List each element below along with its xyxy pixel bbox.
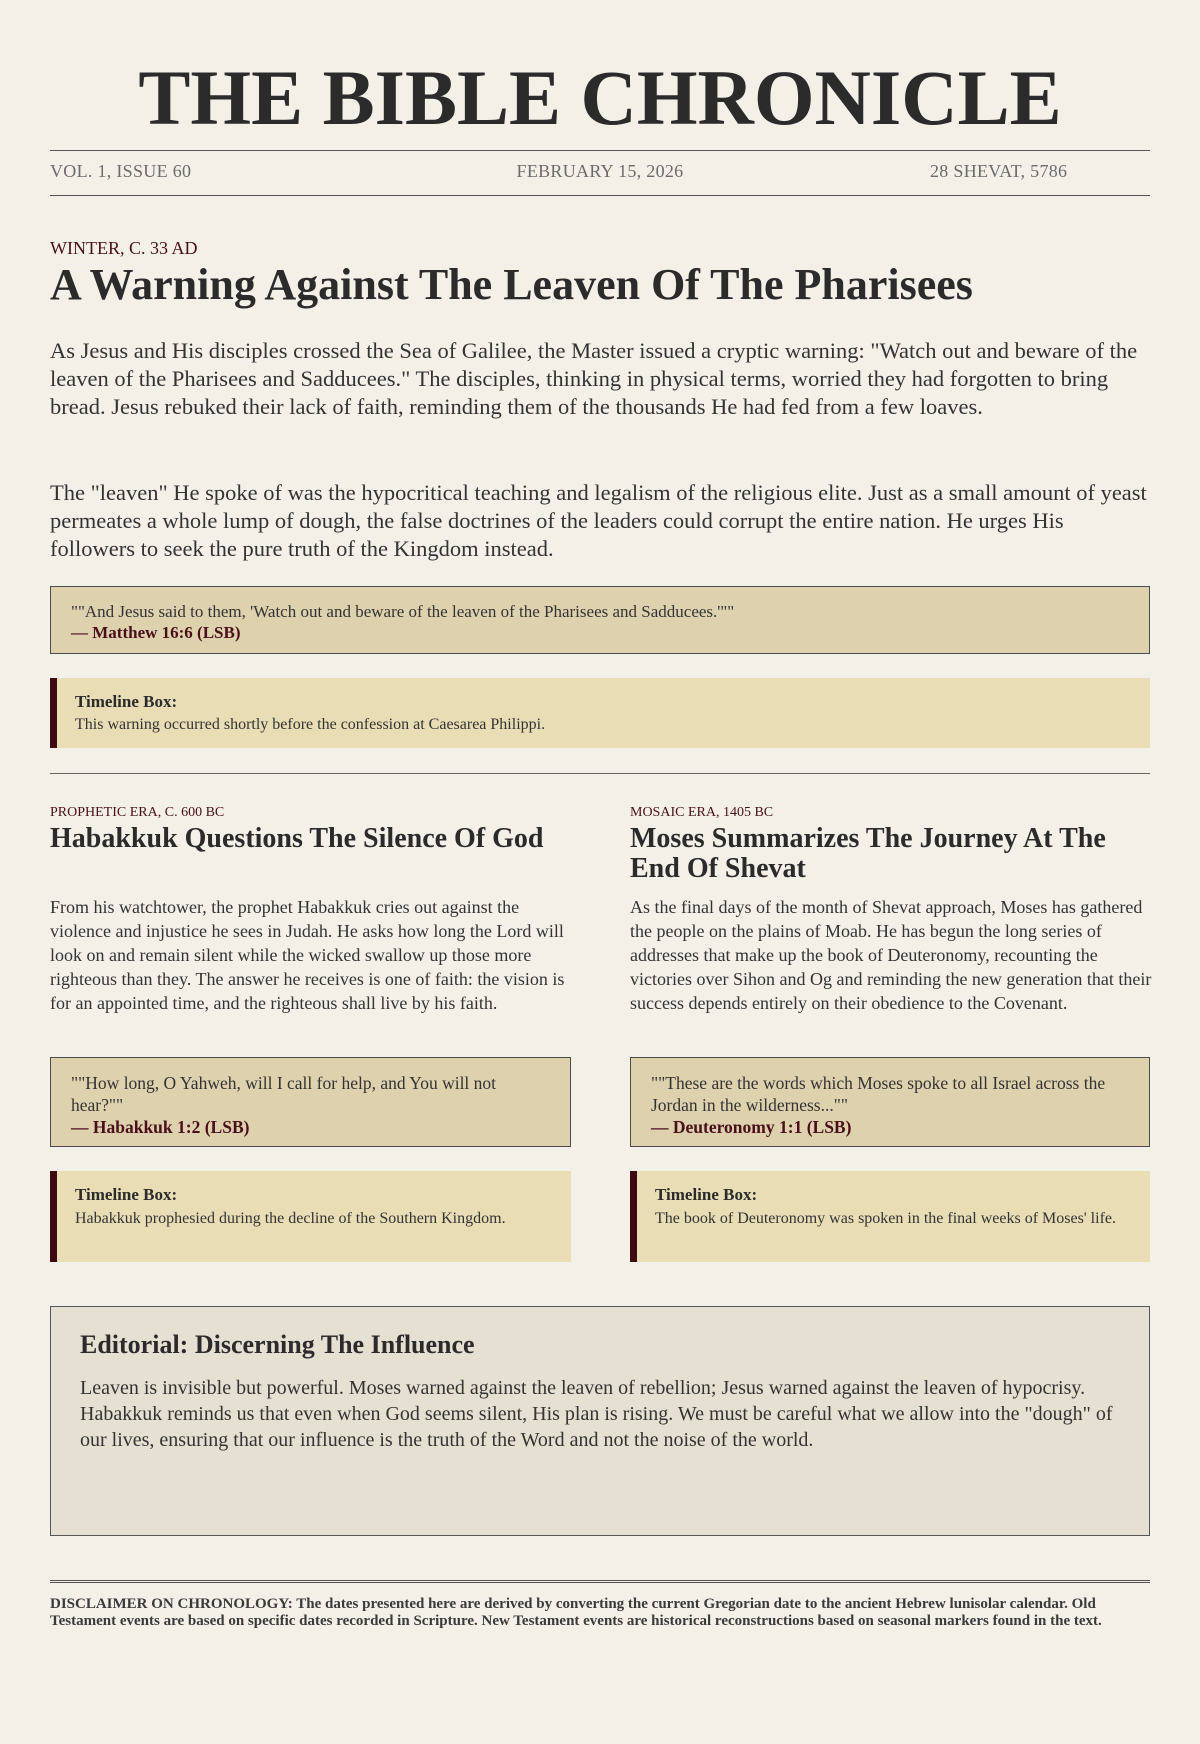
lead-headline: A Warning Against The Leaven Of The Pharisees xyxy=(50,260,973,309)
left-scripture-quote xyxy=(50,1057,571,1147)
editorial-box xyxy=(50,1306,1150,1536)
quote-reference: — Deuteronomy 1:1 (LSB) xyxy=(651,1117,852,1137)
right-scripture-quote xyxy=(630,1057,1150,1147)
masthead-bottom-rule xyxy=(50,195,1150,196)
timeline-text: Habakkuk prophesied during the decline of the Southern Kingdom. xyxy=(75,1210,506,1227)
left-era: PROPHETIC ERA, C. 600 BC xyxy=(50,805,225,820)
hebrew-date: 28 SHEVAT, 5786 xyxy=(930,161,1068,181)
quote-text: ""And Jesus said to them, 'Watch out and beware of the leaven of the Pharisees and Sadducees.'"" xyxy=(71,602,735,621)
left-headline: Habakkuk Questions The Silence Of God xyxy=(50,823,544,854)
timeline-title: Timeline Box: xyxy=(655,1185,758,1204)
lead-era: WINTER, C. 33 AD xyxy=(50,238,198,258)
timeline-title: Timeline Box: xyxy=(75,692,178,711)
issue-volume: VOL. 1, ISSUE 60 xyxy=(50,161,192,181)
right-headline: Moses Summarizes The Journey At The End Of Shevat xyxy=(630,823,1106,884)
chronology-disclaimer: DISCLAIMER ON CHRONOLOGY: The dates presented here are derived by converting the current Gregorian date to the ancient Hebrew lunisolar calendar. Old Testament events are based on specific dates recorded in Scripture. New Testament events are historical reconstructions based on seasonal markers found in the text. xyxy=(50,1596,1102,1629)
left-paragraph: From his watchtower, the prophet Habakkuk cries out against the violence and injustice he sees in Judah. He asks how long the Lord will look on and remain silent while the wicked swallow up those more righteous than they. The answer he receives is one of faith: the vision is for an appointed time, and the righteous shall live by his faith. xyxy=(50,897,565,1013)
lead-scripture-quote xyxy=(50,586,1150,654)
masthead-top-rule xyxy=(50,150,1150,151)
quote-reference: — Habakkuk 1:2 (LSB) xyxy=(71,1117,250,1137)
timeline-text: The book of Deuteronomy was spoken in the final weeks of Moses' life. xyxy=(655,1210,1116,1227)
editorial-text: Leaven is invisible but powerful. Moses warned against the leaven of rebellion; Jesus warned against the leaven of hypocrisy. Habakkuk reminds us that even when God seems silent, His plan is rising. We must be careful what we allow into the "dough" of our lives, ensuring that our influence is the truth of the Word and not the noise of the world. xyxy=(80,1377,1113,1451)
quote-text: ""These are the words which Moses spoke to all Israel across the Jordan in the wilderness..."" xyxy=(651,1073,1106,1115)
timeline-text: This warning occurred shortly before the confession at Caesarea Philippi. xyxy=(75,716,546,733)
right-era: MOSAIC ERA, 1405 BC xyxy=(630,805,774,820)
quote-reference: — Matthew 16:6 (LSB) xyxy=(71,623,241,642)
lead-paragraph-1: As Jesus and His disciples crossed the Sea of Galilee, the Master issued a cryptic warning: "Watch out and beware of the leaven of the Pharisees and Sadducees." The disciples, thinking in physical terms, worried they had forgotten to bring bread. Jesus rebuked their lack of faith, reminding them of the thousands He had fed from a few loaves. xyxy=(50,338,1138,419)
footer-double-rule xyxy=(50,1580,1150,1583)
timeline-title: Timeline Box: xyxy=(75,1185,178,1204)
editorial-title: Editorial: Discerning The Influence xyxy=(80,1330,475,1359)
left-timeline-box xyxy=(50,1171,571,1262)
quote-text: ""How long, O Yahweh, will I call for help, and You will not hear?"" xyxy=(71,1073,497,1115)
section-divider xyxy=(50,773,1150,774)
lead-paragraph-2: The "leaven" He spoke of was the hypocritical teaching and legalism of the religious elite. Just as a small amount of yeast permeates a whole lump of dough, the false doctrines of the leaders could corrupt the entire nation. He urges His followers to seek the pure truth of the Kingdom instead. xyxy=(50,480,1147,561)
right-paragraph: As the final days of the month of Shevat approach, Moses has gathered the people on the plains of Moab. He has begun the long series of addresses that make up the book of Deuteronomy, recounting the victories over Sihon and Og and reminding the new generation that their success depends entirely on their obedience to the Covenant. xyxy=(630,897,1152,1013)
masthead-title: THE BIBLE CHRONICLE xyxy=(138,54,1062,141)
issue-date: FEBRUARY 15, 2026 xyxy=(516,161,684,181)
right-timeline-box xyxy=(630,1171,1150,1262)
lead-timeline-box xyxy=(50,678,1150,748)
